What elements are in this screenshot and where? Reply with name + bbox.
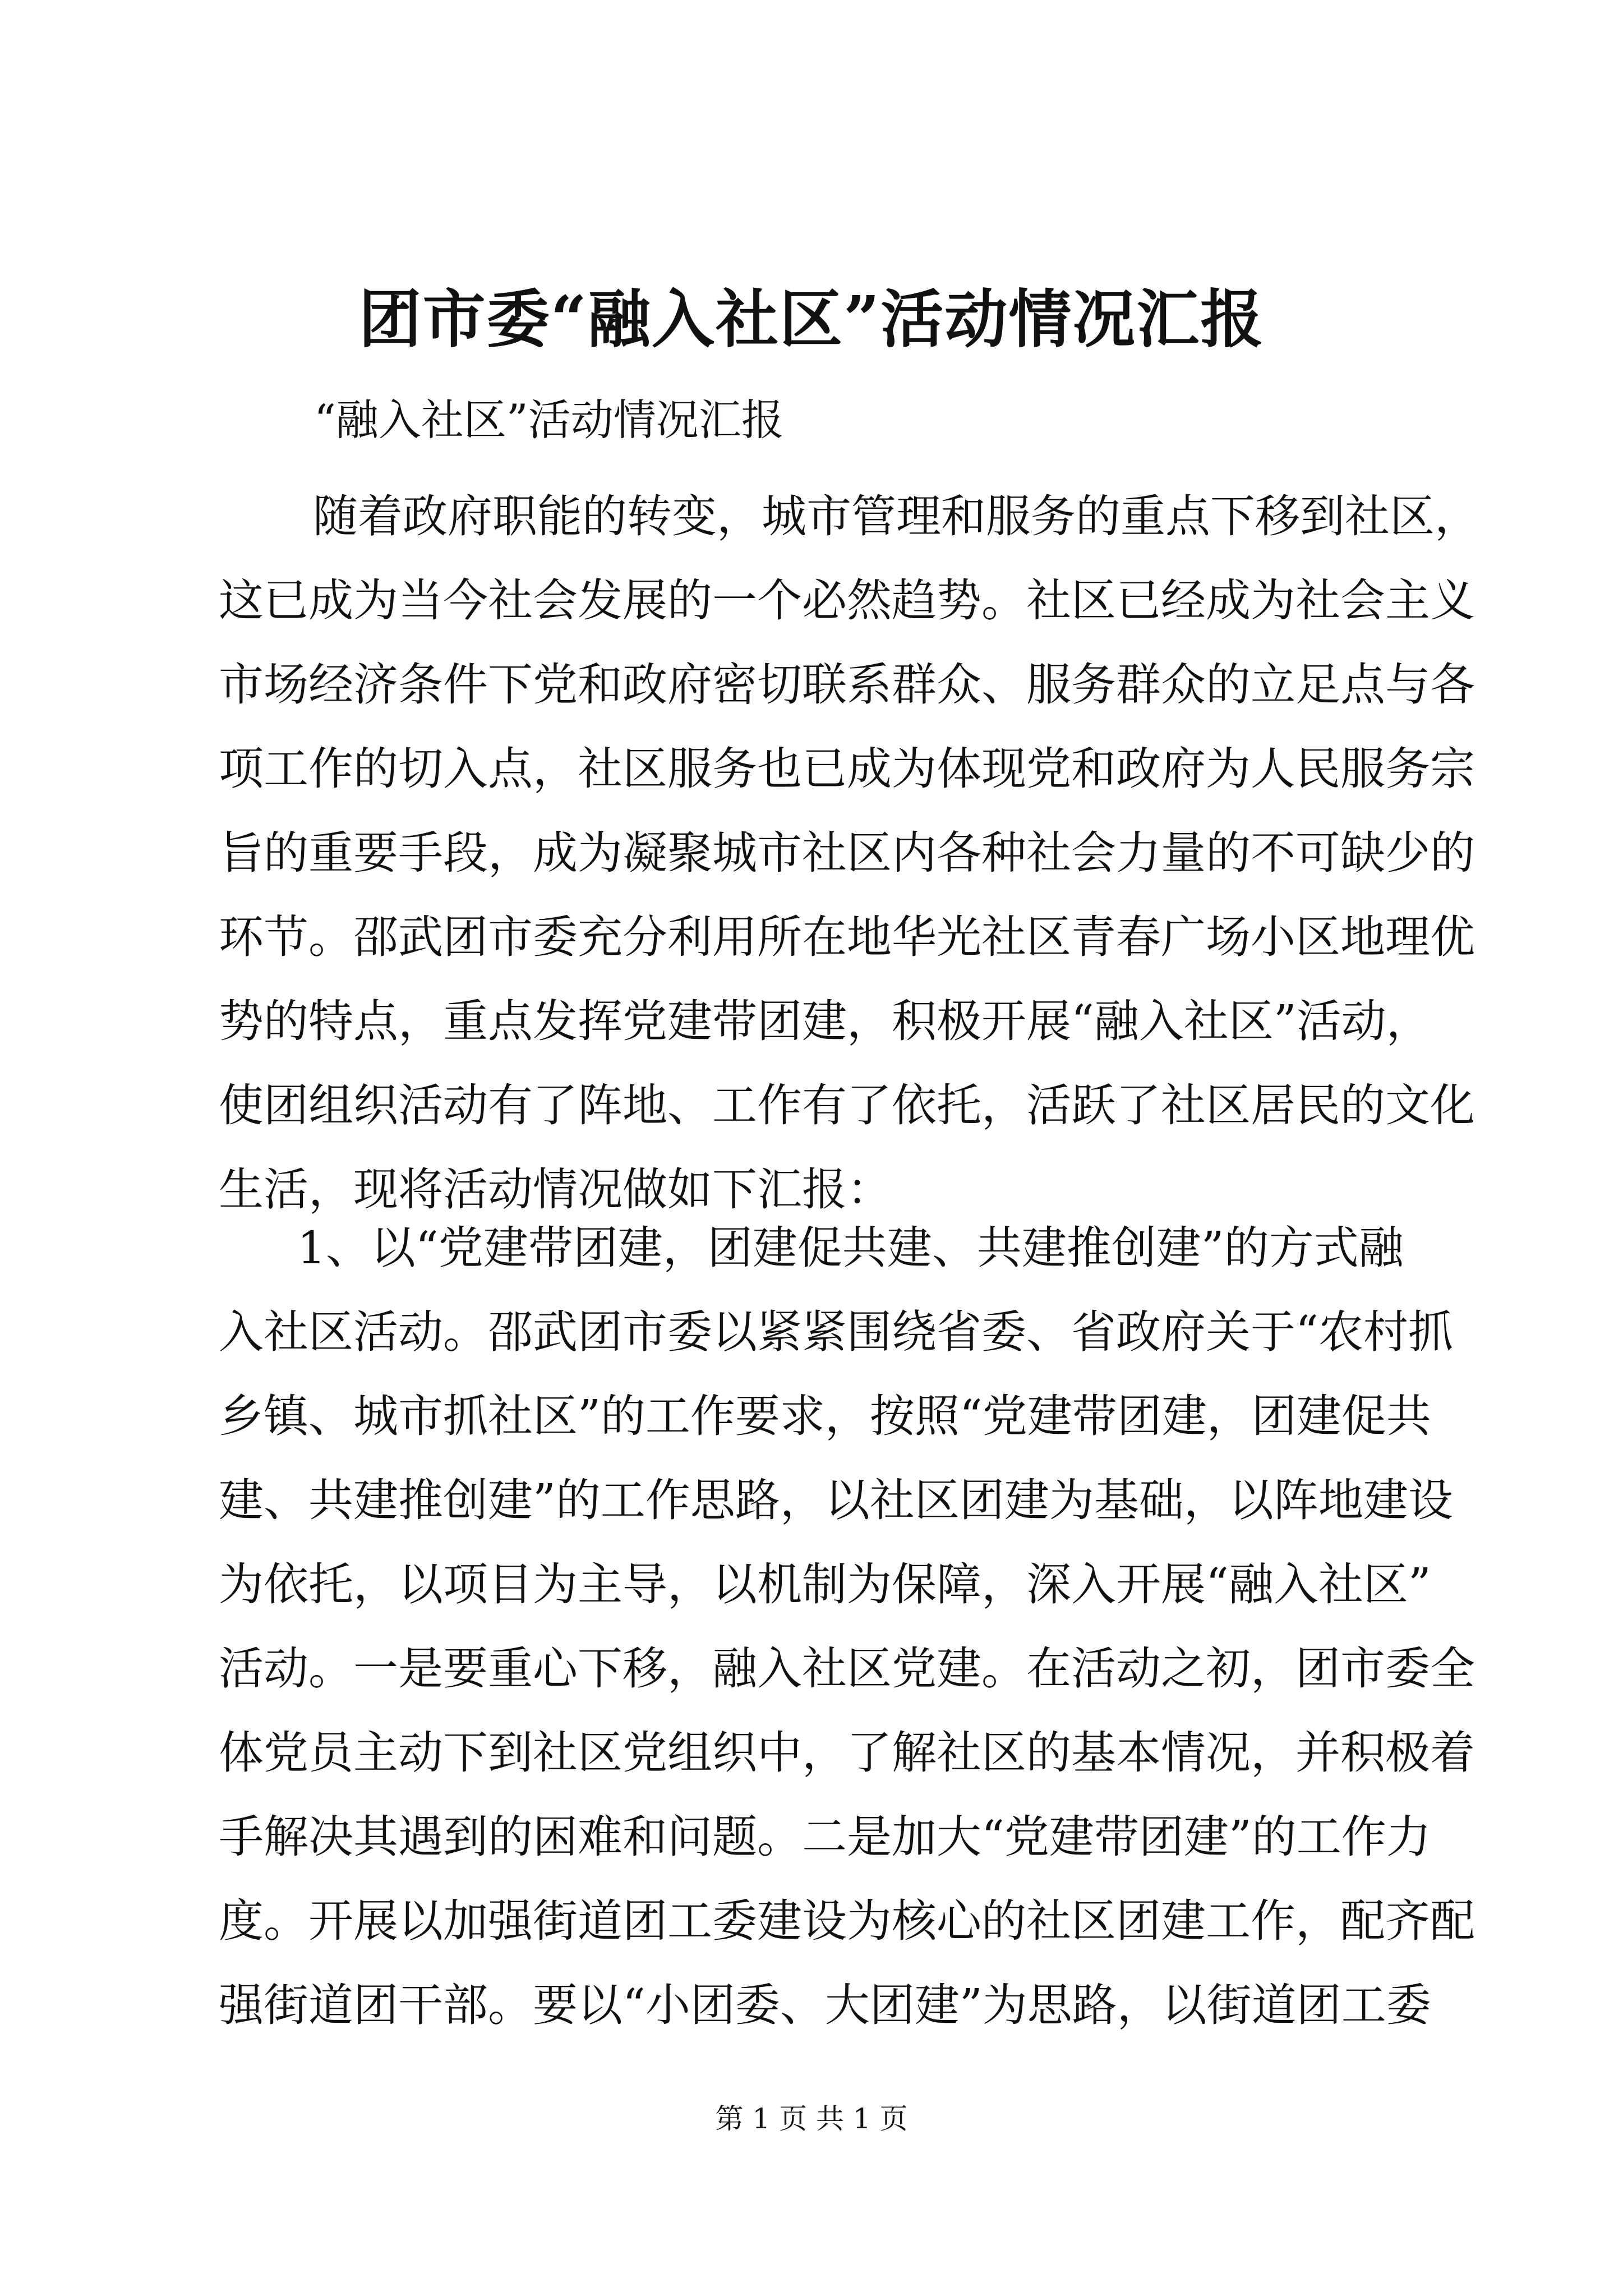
paragraph-line: 建、共建推创建”的工作思路，以社区团建为基础，以阵地建设	[219, 1474, 1453, 1526]
paragraph-line: 乡镇、城市抓社区”的工作要求，按照“党建带团建，团建促共	[219, 1390, 1431, 1442]
paragraph-line: 手解决其遇到的困难和问题。二是加大“党建带团建”的工作力	[219, 1811, 1431, 1863]
paragraph-line: 市场经济条件下党和政府密切联系群众、服务群众的立足点与各	[219, 659, 1475, 711]
paragraph-line: 入社区活动。邵武团市委以紧紧围绕省委、省政府关于“农村抓	[219, 1306, 1453, 1358]
page-footer: 第 1 页 共 1 页	[715, 2102, 908, 2135]
document-title: 团市委“融入社区”活动情况汇报	[358, 283, 1265, 356]
paragraph-line: 这已成为当今社会发展的一个必然趋势。社区已经成为社会主义	[219, 574, 1475, 627]
paragraph-line: 活动。一是要重心下移，融入社区党建。在活动之初，团市委全	[219, 1642, 1475, 1695]
paragraph-line: 为依托，以项目为主导，以机制为保障，深入开展“融入社区”	[219, 1558, 1431, 1611]
paragraph-line: 度。开展以加强街道团工委建设为核心的社区团建工作，配齐配	[219, 1895, 1475, 1947]
paragraph-line: 环节。邵武团市委充分利用所在地华光社区青春广场小区地理优	[219, 911, 1475, 963]
paragraph-line: 1、以“党建带团建，团建促共建、共建推创建”的方式融	[297, 1222, 1404, 1274]
paragraph-line: 项工作的切入点，社区服务也已成为体现党和政府为人民服务宗	[219, 743, 1475, 795]
paragraph-line: 势的特点，重点发挥党建带团建，积极开展“融入社区”活动，	[219, 995, 1431, 1047]
paragraph-line: 旨的重要手段，成为凝聚城市社区内各种社会力量的不可缺少的	[219, 827, 1475, 879]
paragraph-line: 生活，现将活动情况做如下汇报：	[219, 1163, 892, 1216]
document-subtitle: “融入社区”活动情况汇报	[314, 395, 784, 445]
paragraph-line: 强街道团干部。要以“小团委、大团建”为思路，以街道团工委	[219, 1979, 1431, 2031]
paragraph-line: 随着政府职能的转变，城市管理和服务的重点下移到社区，	[313, 490, 1479, 542]
paragraph-line: 使团组织活动有了阵地、工作有了依托，活跃了社区居民的文化	[219, 1079, 1475, 1131]
paragraph-line: 体党员主动下到社区党组织中，了解社区的基本情况，并积极着	[219, 1727, 1475, 1779]
